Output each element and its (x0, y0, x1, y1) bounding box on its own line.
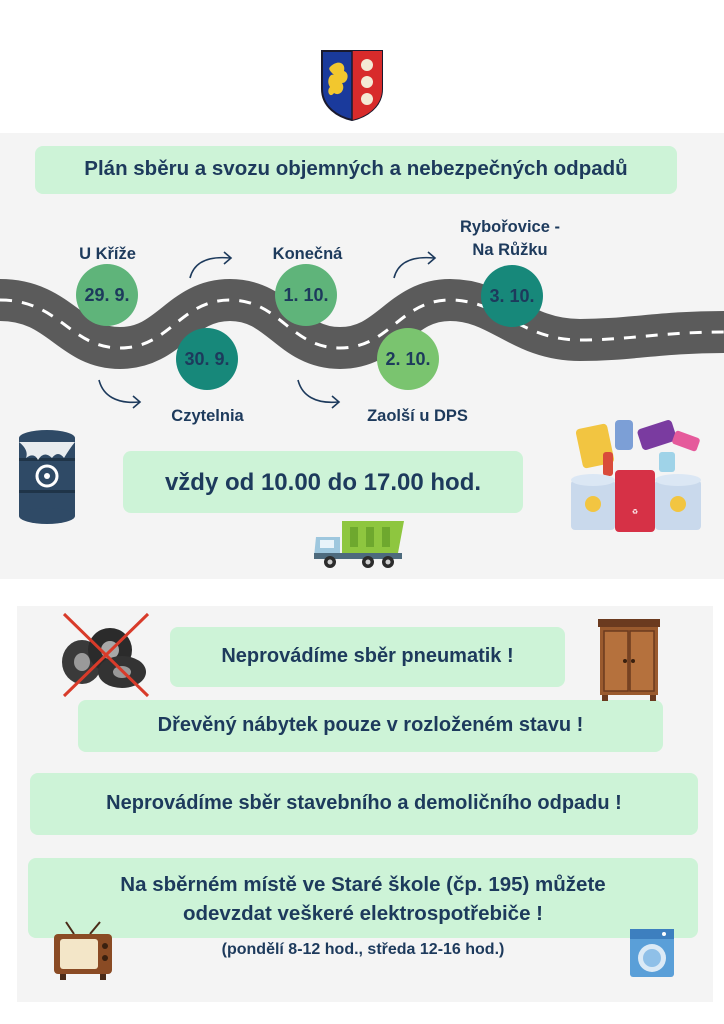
notice-electro-hours: (pondělí 8-12 hod., středa 12-16 hod.) (221, 941, 505, 958)
tv-icon (52, 920, 114, 982)
stop-label-5 (440, 216, 580, 262)
date-circle-5: 3. 10. (481, 265, 543, 327)
stop-label-1: U Kříže (79, 245, 136, 263)
collection-hours: vždy od 10.00 do 17.00 hod. (164, 469, 482, 496)
stop-label-5-line2: Na Růžku (472, 241, 548, 259)
notice-electro-highlight (28, 858, 698, 938)
notice-furniture: Dřevěný nábytek pouze v rozloženém stavu ! (157, 714, 584, 736)
arrow-down-icon-1 (95, 376, 145, 412)
washing-machine-icon (628, 927, 676, 979)
dump-truck-icon (312, 515, 406, 570)
date-circle-3: 1. 10. (275, 264, 337, 326)
hazardous-waste-icon (563, 412, 713, 538)
arrow-up-icon-1 (186, 246, 236, 282)
arrow-down-icon-2 (294, 376, 344, 412)
notice-construction: Neprovádíme sběr stavebního a demoličního odpadu ! (106, 792, 622, 814)
date-circle-2: 30. 9. (176, 328, 238, 390)
notice-tires: Neprovádíme sběr pneumatik ! (221, 645, 514, 667)
date-circle-1: 29. 9. (76, 264, 138, 326)
arrow-up-icon-2 (390, 246, 440, 282)
stop-label-3: Konečná (272, 245, 343, 263)
notice-electro-line1: Na sběrném místě ve Staré škole (čp. 195) můžete (120, 873, 606, 896)
stop-label-5-line1: Rybořovice - (460, 218, 560, 236)
svg-text:♻: ♻ (631, 509, 639, 516)
coat-of-arms-icon (320, 49, 384, 121)
crossed-tires-icon (58, 612, 154, 698)
wardrobe-icon (596, 617, 662, 702)
biohazard-barrel-icon (14, 428, 80, 526)
page-title: Plán sběru a svozu objemných a nebezpečných odpadů (84, 157, 628, 180)
stop-label-4: Zaolší u DPS (367, 407, 468, 425)
stop-label-2: Czytelnia (171, 407, 244, 425)
date-circle-4: 2. 10. (377, 328, 439, 390)
notice-electro-line2: odevzdat veškeré elektrospotřebiče ! (182, 902, 544, 925)
